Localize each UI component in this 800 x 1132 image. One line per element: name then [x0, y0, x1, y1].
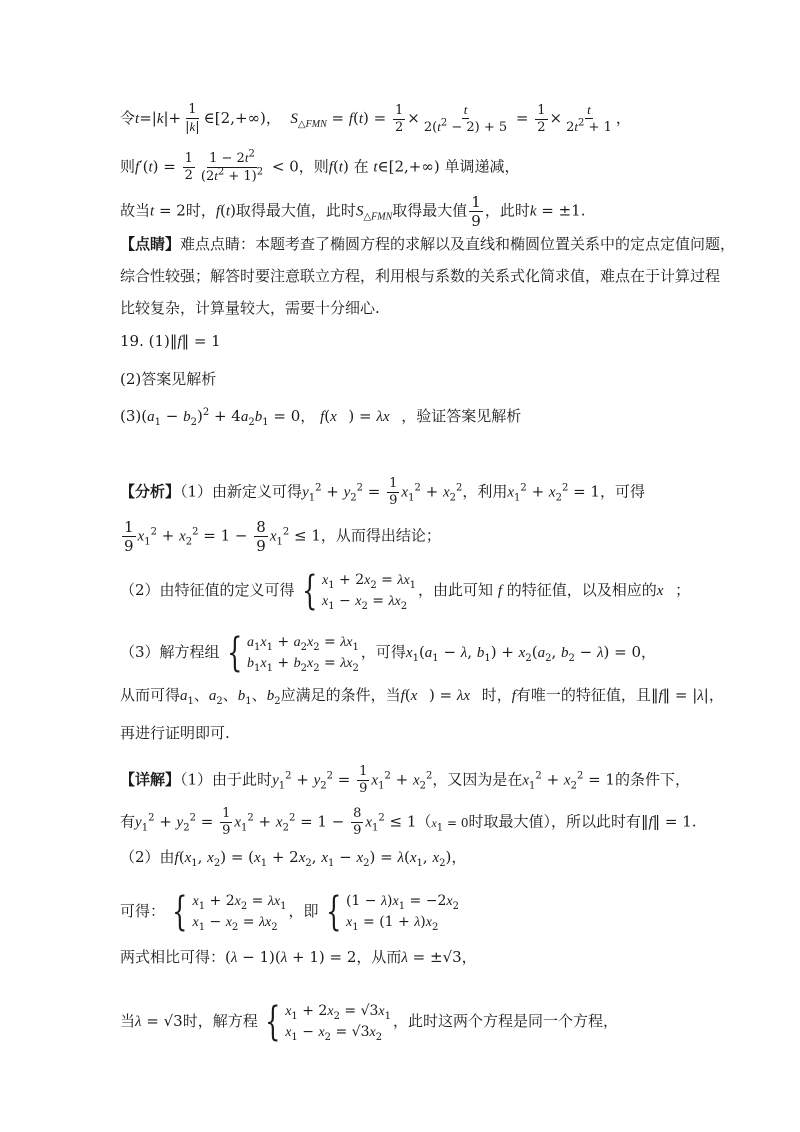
formula-line-3: 故当t = 2时，f(t)取得最大值，此时$S_{\triangle FMN}$取得最大值 $\frac{1}{9}$ ，此时k = ±1. — [120, 193, 586, 230]
q19-line-3: $(3)(a_1 - b_2)^2 + 4a_2b_1 = 0$， f(x⃗) = λx⃗，验证答案见解析 — [120, 407, 522, 428]
text: 单调递减， — [444, 157, 520, 176]
text: 应满足的条件，当 — [280, 686, 401, 704]
text: ， — [300, 407, 316, 425]
text: ，从而 — [356, 948, 402, 966]
formula-line-1: 令t=|k|+ $\frac{1}{|k|}$ ∈[2,+∞)， $S_{\triangle FMN} = f(t)$ = $\frac{1}{2}$ × $\frac{t}{2(t^2 - 2) + 5}$ = $\frac{1}{2}$ × $\frac{t}{2t^2 + 1}$ ， — [120, 102, 631, 135]
formula-line-2: 则f′(t) = $\frac{1}{2}$ $\frac{1 - 2t^2}{(2t^2 + 1)^2}$ < 0，则f(t) 在 t∈[2,+∞) 单调递减， — [120, 148, 520, 184]
text: ， — [708, 686, 724, 704]
text: 两式相比可得： — [120, 948, 226, 966]
text: ； — [675, 581, 691, 599]
text: （1）由于此时 — [180, 770, 273, 789]
detail-line-5: 两式相比可得：(λ − 1)(λ + 1) = 2，从而λ = ±√3， — [120, 948, 477, 966]
text: 可得： — [120, 902, 166, 920]
text: (1) — [148, 332, 170, 350]
text: 令 — [120, 109, 136, 127]
text: ，此时 — [484, 201, 530, 220]
detail-line-6: 当λ = √3时，解方程 { $x_1 + 2x_2 = √3x_1$ $x_1 - x_2 = √3x_2$ ，此时这两个方程是同一个方程， — [120, 999, 619, 1045]
detail-line-2: 有$y_1^2 + y_2^2$ = $\frac{1}{9}$ $x_1^2 + x_2^2 = 1$ − $\frac{8}{9}$ $x_1^2 \le 1(x_1 = 0$时取最大值），所以此时有‖f‖ = 1. — [120, 806, 697, 838]
question-number: 19. — [120, 332, 144, 350]
text: 时， — [481, 686, 512, 704]
analysis-tag: 【分析】 — [120, 482, 181, 501]
text: 的特征值，以及相应的 — [506, 581, 657, 599]
comment-line-3 — [120, 298, 700, 318]
analysis-line-4: （3）解方程组 { $a_1x_1 + a_2x_2 = \lambda x_1$ $b_1x_1 + b_2x_2 = \lambda x_2$ ，可得$x_1(a_1 - \lambda$, $b_1) + x_2(a_2$, $b_2 - \lambda) = 0$， — [120, 630, 656, 676]
text: （3）解方程组 — [120, 643, 220, 661]
text: 有 — [120, 812, 136, 831]
comment-line-2 — [120, 266, 721, 286]
text: 时， — [185, 201, 216, 220]
text: . — [580, 201, 586, 220]
text: （1）由新定义可得 — [180, 482, 303, 501]
analysis-line-1: 【分析】（1）由新定义可得$y_1^2 + y_2^2$ = $\frac{1}{9}$ $x_1^2 + x_2^2$，利用$x_1^2 + x_2^2 = 1$，可得 — [120, 476, 645, 508]
text: 的条件下， — [614, 770, 690, 789]
analysis-line-6 — [120, 723, 700, 743]
detail-line-1: 【详解】（1）由于此时$y_1^2 + y_2^2$ = $\frac{1}{9}$ $x_1^2 + x_2^2$，又因为是在$x_1^2 + x_2^2 = 1$的条件下， — [120, 764, 690, 796]
text: ， — [615, 109, 631, 127]
text: ， — [265, 109, 281, 127]
text: ，此时这两个方程是同一个方程， — [393, 1012, 619, 1030]
comment-line-1 — [120, 234, 736, 254]
text: ，可得 — [360, 643, 406, 661]
text: 则 — [120, 157, 136, 176]
text: 比较复杂，计算量较大，需要十分细心. — [120, 299, 380, 317]
comment-tag: 【点睛】 — [120, 235, 181, 253]
text: 取得最大值 — [392, 201, 468, 220]
text: (2)答案见解析 — [120, 370, 217, 388]
text: ，从而得出结论； — [320, 526, 441, 545]
analysis-line-2: $\frac{1}{9}$ $x_1^2 + x_2^2 = 1$ − $\frac{8}{9}$ $x_1^2 \le 1$，从而得出结论； — [124, 518, 441, 555]
detail-tag: 【详解】 — [120, 770, 181, 789]
q19-line-1: 19. (1)‖f‖ = 1 — [120, 332, 221, 350]
text: 难点点睛：本题考查了椭圆方程的求解以及直线和椭圆位置关系中的定点定值问题， — [180, 235, 736, 253]
detail-line-3: （2）由$f(x_1$, $x_2) = (x_1 + 2x_2$, $x_1 - x_2) = \lambda(x_1$, $x_2$)， — [120, 848, 467, 869]
text: ，可得 — [599, 482, 645, 501]
text: 有唯一的特征值，且 — [515, 686, 651, 704]
text: 从而可得 — [120, 686, 181, 704]
text: （2）由 — [120, 848, 175, 866]
analysis-line-3: （2）由特征值的定义可得 { $x_1 + 2x_2 = \lambda x_1$ $x_1 - x_2 = \lambda x_2$ ，由此可知 f 的特征值，以及相应的x⃗； — [120, 568, 691, 614]
text: 再进行证明即可. — [120, 724, 230, 742]
text: 时，解方程 — [182, 1012, 258, 1030]
text: 时取最大值），所以此时有 — [468, 812, 641, 831]
text: ，则 — [298, 157, 329, 176]
text: （2）由特征值的定义可得 — [120, 581, 295, 599]
q19-line-2 — [120, 369, 700, 389]
text: ，利用 — [462, 482, 508, 501]
text: ，又因为是在 — [432, 770, 523, 789]
text: (3) — [120, 407, 142, 425]
detail-line-4: 可得： { $x_1 + 2x_2 = \lambda x_1$ $x_1 - x_2 = \lambda x_2$ ，即 { $(1 - \lambda)x_1 = -2x_2$ $x_1 = (1 + \lambda)x_2$ — [120, 889, 459, 935]
text: 取得最大值，此时 — [235, 201, 356, 220]
analysis-line-5: 从而可得$a_1$、$a_2$、$b_1$、$b_2$应满足的条件，当f(x⃗) = λx⃗时，f有唯一的特征值，且‖f‖ = |λ|， — [120, 686, 724, 707]
text: 当 — [120, 1012, 136, 1030]
text: ，即 — [288, 902, 319, 920]
text: ，验证答案见解析 — [401, 407, 522, 425]
text: ，由此可知 — [418, 581, 494, 599]
text: 故当 — [120, 201, 151, 220]
text: 综合性较强；解答时要注意联立方程，利用根与系数的关系式化简求值，难点在于计算过程 — [120, 267, 721, 285]
